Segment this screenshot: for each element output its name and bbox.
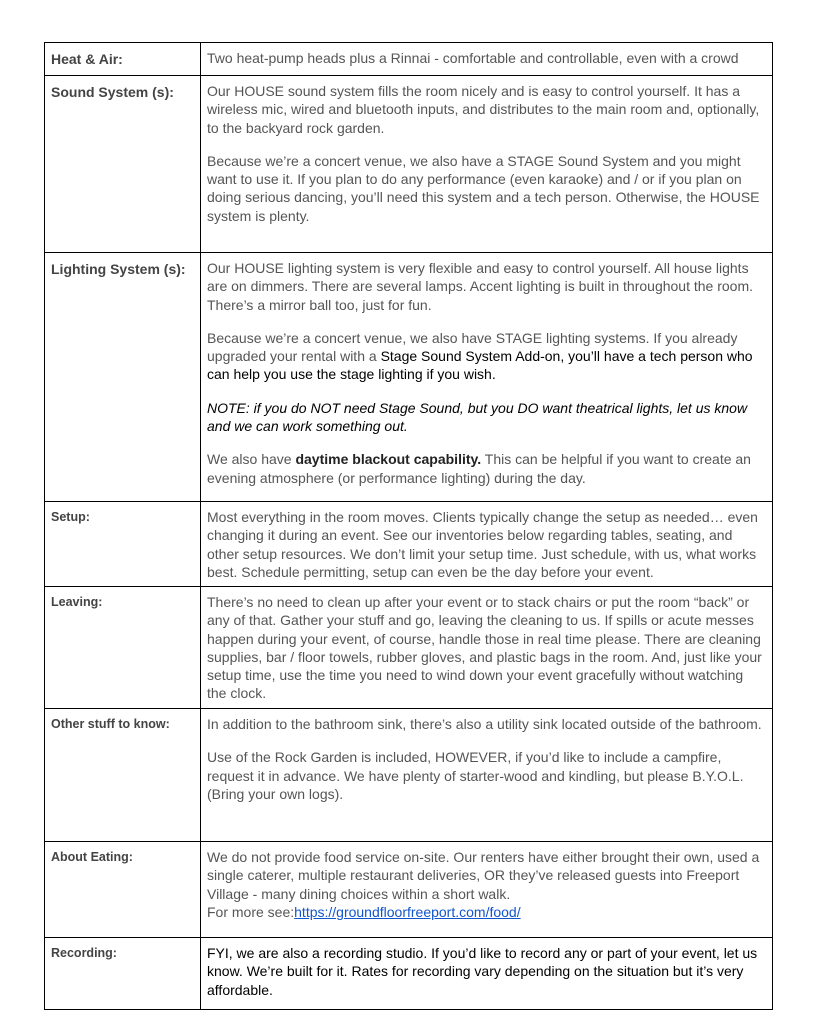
row-value-setup [201, 502, 773, 587]
row-label-about-eating: About Eating: [45, 842, 201, 938]
lighting-paragraph-1: Our HOUSE lighting system is very flexible and easy to control yourself. All house lights are on dimmers. There are several lamps. Accent lighting is built in throughout the room. There’s a mirror ball too, just for fun. [207, 260, 754, 313]
setup-text: Most everything in the room moves. Clients typically change the setup as needed… even changing it during an event. See our inventories below regarding tables, seating, and other setup resources. We don’t limit your setup time. Just schedule, with us, what works best. Schedule permitting, setup can even be the day before your event. [207, 509, 758, 580]
sound-paragraph-1: Our HOUSE sound system fills the room nicely and is easy to control yourself. It has a wireless mic, wired and bluetooth inputs, and distributes to the main room and, optionally, to the backyard rock garden. [207, 83, 760, 136]
row-value-lighting-system [201, 253, 773, 502]
table-row [45, 938, 773, 1010]
eating-more-prefix: For more see: [207, 903, 295, 920]
table-row [45, 43, 773, 76]
heat-air-text: Two heat-pump heads plus a Rinnai - comfortable and controllable, even with a crowd [207, 50, 739, 66]
lighting-p2-gray: Because we’re a concert venue, we also have STAGE lighting systems. If you already upgraded your rental with a [207, 329, 738, 365]
row-value-other-stuff [201, 709, 773, 842]
lighting-paragraph-2 [207, 329, 766, 384]
sound-paragraph-2: Because we’re a concert venue, we also have a STAGE Sound System and you might want to use it. If you plan to do any performance (even karaoke) and / or if you plan on doing serious dancing, you’ll need this system and a tech person. Otherwise, the HOUSE system is plenty. [207, 152, 760, 224]
row-value-leaving [201, 587, 773, 709]
table-row [45, 709, 773, 842]
lighting-p2-black: Stage Sound System Add-on, you’ll have a tech person who can help you use the stage lighting if you wish. [207, 348, 753, 383]
row-label-heat-air: Heat & Air: [45, 43, 201, 76]
row-label-sound-system: Sound System (s): [45, 76, 201, 253]
table-row [45, 253, 773, 502]
lighting-p4-bold: daytime blackout capability. [295, 451, 482, 468]
table-row [45, 842, 773, 938]
row-label-recording: Recording: [45, 938, 201, 1010]
row-label-setup: Setup: [45, 502, 201, 587]
table-row [45, 502, 773, 587]
lighting-paragraph-4 [207, 450, 766, 487]
food-page-link[interactable]: https://groundfloorfreeport.com/food/ [294, 903, 521, 920]
lighting-note: NOTE: if you do NOT need Stage Sound, but you DO want theatrical lights, let us know and we can work something out. [207, 399, 748, 435]
other-paragraph-2: Use of the Rock Garden is included, HOWEVER, if you’d like to include a campfire, request it in advance. We have plenty of starter-wood and kindling, but please B.Y.O.L. (Bring your own logs). [207, 749, 744, 802]
row-value-sound-system [201, 76, 773, 253]
eating-body: We do not provide food service on-site. Our renters have either brought their own, used a single caterer, multiple restaurant deliveries, OR they’ve released guests into Freeport Village - many dining choices within a short walk. [207, 849, 760, 902]
row-label-lighting-system: Lighting System (s): [45, 253, 201, 502]
recording-text: FYI, we are also a recording studio. If you’d like to record any or part of your event, let us know. We’re built for it. Rates for recording vary depending on the situation but it’s very affordable. [207, 945, 758, 998]
lighting-p4-post: This can be helpful if you want to create an evening atmosphere (or performance lighting) during the day. [207, 451, 751, 486]
leaving-text: There’s no need to clean up after your event or to stack chairs or put the room “back” or any of that. Gather your stuff and go, leaving the cleaning to us. If spills or acute messes happen during your event, of course, handle those in real time please. There are cleaning supplies, bar / floor towels, rubber gloves, and plastic bags in the room. And, just like your setup time, use the time you need to wind down your event gracefully without watching the clock. [207, 594, 762, 702]
table-row [45, 76, 773, 253]
row-value-heat-air [201, 43, 773, 76]
row-label-other-stuff: Other stuff to know: [45, 709, 201, 842]
venue-info-table [44, 42, 773, 1010]
row-label-leaving: Leaving: [45, 587, 201, 709]
other-paragraph-1: In addition to the bathroom sink, there’s also a utility sink located outside of the bathroom. [207, 716, 762, 732]
eating-text [207, 848, 766, 921]
row-value-recording [201, 938, 773, 1010]
row-value-about-eating [201, 842, 773, 938]
table-row [45, 587, 773, 709]
lighting-p4-pre: We also have [207, 451, 296, 468]
